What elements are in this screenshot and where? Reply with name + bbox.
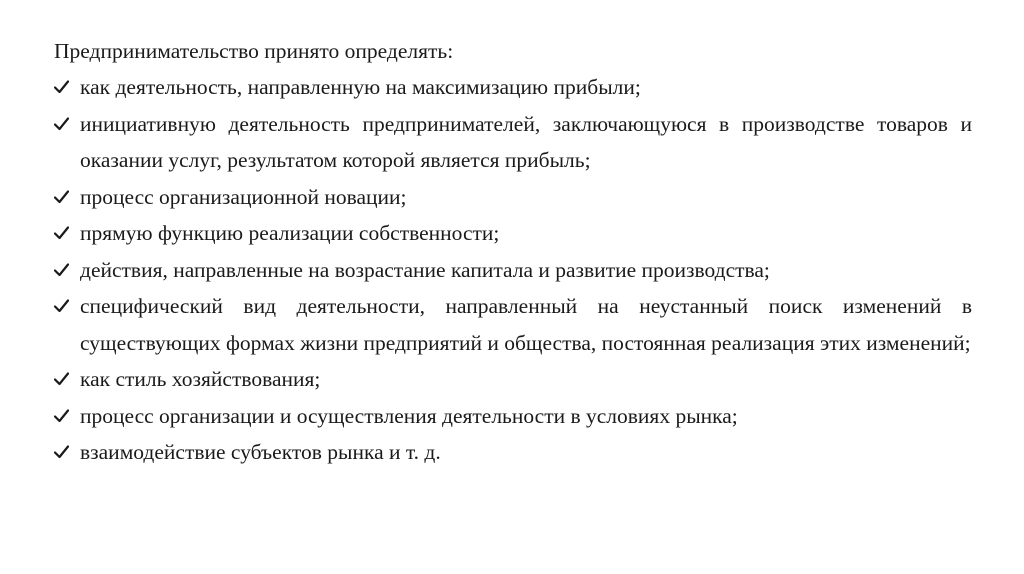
list-item [54, 361, 972, 398]
checkmark-icon [54, 361, 76, 398]
checkmark-icon [54, 434, 76, 471]
list-item [54, 252, 972, 289]
list-item-text: взаимодействие субъектов рынка и т. д. [80, 440, 441, 464]
checkmark-icon [54, 398, 76, 435]
list-item [54, 434, 972, 471]
list-item-text: инициативную деятельность предпринимателей, заключающуюся в производстве товаров и оказании услуг, результатом которой является прибыль; [80, 111, 972, 172]
list-item-text: прямую функцию реализации собственности; [80, 221, 500, 245]
intro-heading: Предпринимательство принято определять: [54, 39, 454, 63]
list-item [54, 69, 972, 106]
list-item-text: процесс организации и осуществления деятельности в условиях рынка; [80, 403, 738, 428]
definition-list [54, 69, 972, 471]
list-item [54, 215, 972, 252]
checkmark-icon [54, 179, 76, 216]
list-item-text: как стиль хозяйствования; [80, 367, 321, 391]
list-item-text: как деятельность, направленную на максимизацию прибыли; [80, 75, 641, 99]
list-item [54, 398, 972, 435]
checkmark-icon [54, 69, 76, 106]
checkmark-icon [54, 288, 76, 325]
list-item [54, 106, 972, 179]
list-item [54, 179, 972, 216]
list-item-text: процесс организационной новации; [80, 184, 407, 209]
list-item [54, 288, 972, 361]
list-item-text: специфический вид деятельности, направленный на неустанный поиск изменений в существующих формах жизни предприятий и общества, постоянная реализация этих изменений; [80, 294, 972, 355]
checkmark-icon [54, 252, 76, 289]
checkmark-icon [54, 215, 76, 252]
list-item-text: действия, направленные на возрастание капитала и развитие производства; [80, 257, 770, 282]
checkmark-icon [54, 106, 76, 143]
